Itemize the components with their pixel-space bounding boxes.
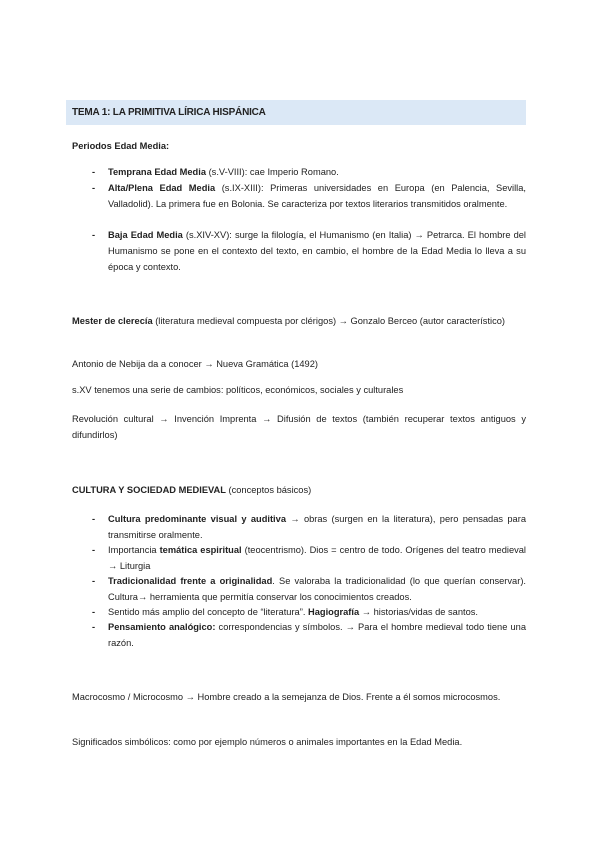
page-title: TEMA 1: LA PRIMITIVA LÍRICA HISPÁNICA: [72, 107, 266, 118]
section-title-bar: [66, 100, 526, 125]
list-item: Sentido más amplio del concepto de “literatura”. Hagiografía → historias/vidas de santos.: [108, 607, 479, 617]
list-dash: -: [92, 230, 96, 240]
cultura-heading: CULTURA Y SOCIEDAD MEDIEVAL (conceptos básicos): [72, 485, 312, 495]
revolucion-paragraph: Revolución cultural → Invención Imprenta → Difusión de textos (también recuperar textos antiguos y difundirlos): [72, 414, 526, 440]
list-dash: -: [92, 183, 96, 193]
significados-paragraph: Significados simbólicos: como por ejemplo números o animales importantes en la Edad Media.: [72, 737, 463, 747]
sxv-paragraph: s.XV tenemos una serie de cambios: políticos, económicos, sociales y culturales: [72, 385, 404, 395]
list-dash: -: [92, 622, 96, 632]
list-item: Baja Edad Media (s.XIV-XV): surge la filología, el Humanismo (en Italia) → Petrarca. El hombre del Humanismo se pone en el contexto del texto, en cambio, el hombre de la Edad Media lo lleva a su época y contexto.: [108, 230, 526, 272]
macro-paragraph: Macrocosmo / Microcosmo → Hombre creado a la semejanza de Dios. Frente a él somos microcosmos.: [72, 692, 501, 702]
list-dash: -: [92, 607, 96, 617]
list-dash: -: [92, 167, 96, 177]
list-dash: -: [92, 545, 96, 555]
list-item: Alta/Plena Edad Media (s.IX-XIII): Primeras universidades en Europa (en Palencia, Sevilla, Valladolid). La primera fue en Bolonia. Se caracteriza por textos literarios transmitidos oralmente.: [108, 183, 526, 209]
list-dash: -: [92, 514, 96, 524]
list-item: Cultura predominante visual y auditiva → obras (surgen en la literatura), pero pensadas para transmitirse oralmente.: [108, 514, 526, 540]
periodos-heading: Periodos Edad Media:: [72, 141, 170, 151]
nebrija-paragraph: Antonio de Nebija da a conocer → Nueva Gramática (1492): [72, 359, 318, 369]
list-item: Pensamiento analógico: correspondencias y símbolos. → Para el hombre medieval todo tiene una razón.: [108, 622, 526, 648]
mester-paragraph: Mester de clerecía (literatura medieval compuesta por clérigos) → Gonzalo Berceo (autor característico): [72, 316, 506, 326]
list-item: Temprana Edad Media (s.V-VIII): cae Imperio Romano.: [108, 167, 339, 177]
list-item: Tradicionalidad frente a originalidad. Se valoraba la tradicionalidad (lo que querían conservar). Cultura→ herramienta que permitía conservar los conocimientos creados.: [108, 576, 526, 602]
list-dash: -: [92, 576, 96, 586]
list-item: Importancia temática espiritual (teocentrismo). Dios = centro de todo. Orígenes del teatro medieval → Liturgia: [108, 545, 526, 571]
